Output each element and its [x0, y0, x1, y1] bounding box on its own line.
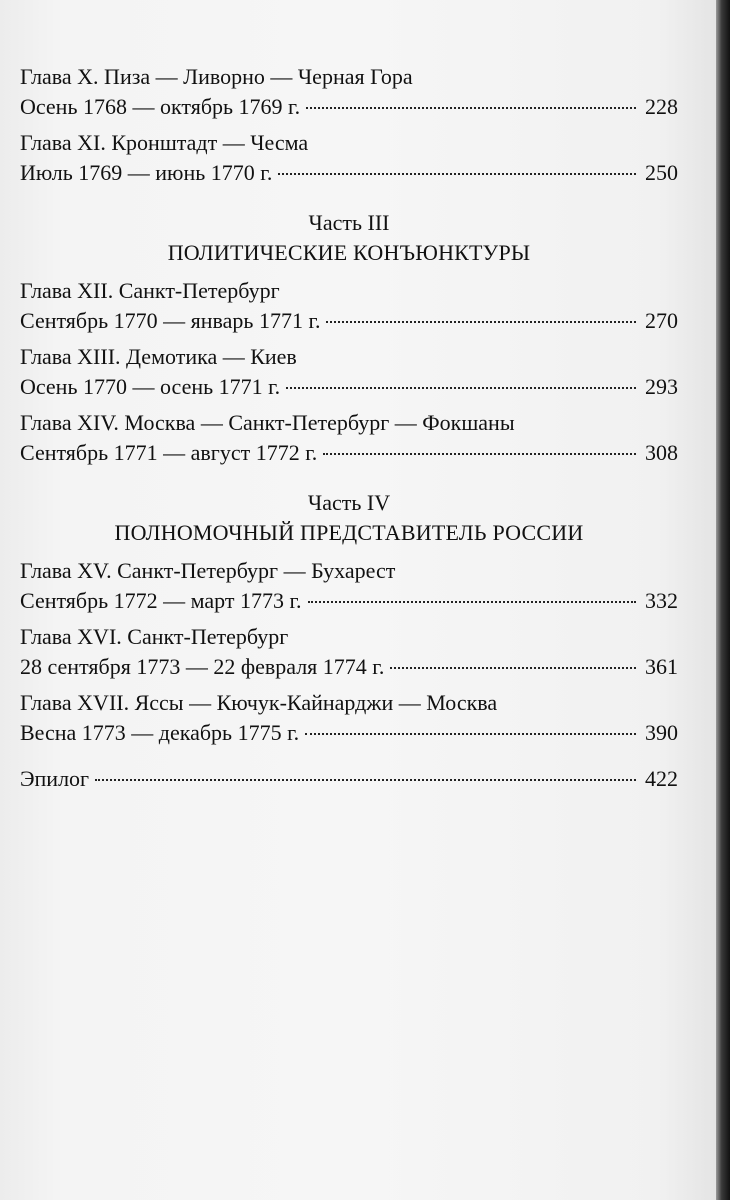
- chapter-dates: Июль 1769 — июнь 1770 г.: [20, 160, 273, 185]
- page-number: 361: [645, 654, 678, 679]
- toc-entry-chapter-15: [20, 556, 678, 616]
- chapter-title: Глава XIII. Демотика — Киев: [20, 344, 297, 369]
- dot-leader: [305, 733, 636, 735]
- chapter-dates: 28 сентября 1773 — 22 февраля 1774 г.: [20, 654, 385, 679]
- dot-leader: [286, 387, 636, 389]
- chapter-dates: Осень 1770 — осень 1771 г.: [20, 374, 281, 399]
- chapter-dates: Сентябрь 1770 — январь 1771 г.: [20, 308, 321, 333]
- chapter-title: Глава XIV. Москва — Санкт-Петербург — Фокшаны: [20, 410, 515, 435]
- dot-leader: [95, 779, 636, 781]
- toc-entry-chapter-16: [20, 622, 678, 682]
- toc-entry-chapter-13: [20, 342, 678, 402]
- chapter-dates-line: [20, 586, 678, 616]
- part-number: Часть III: [308, 210, 390, 235]
- dot-leader: [308, 601, 636, 603]
- chapter-dates: Сентябрь 1772 — март 1773 г.: [20, 588, 302, 613]
- epilogue-title: Эпилог: [20, 766, 90, 791]
- page-number: 293: [645, 374, 678, 399]
- page-number: 390: [645, 720, 678, 745]
- toc-entry-chapter-17: [20, 688, 678, 748]
- toc-entry-chapter-12: [20, 276, 678, 336]
- chapter-dates: Весна 1773 — декабрь 1775 г.: [20, 720, 300, 745]
- chapter-title: Глава X. Пиза — Ливорно — Черная Гора: [20, 64, 413, 89]
- chapter-dates-line: [20, 92, 678, 122]
- part-4-heading: [20, 488, 678, 548]
- chapter-dates-line: [20, 718, 678, 748]
- table-of-contents: [20, 62, 678, 800]
- chapter-dates: Осень 1768 — октябрь 1769 г.: [20, 94, 301, 119]
- chapter-title: Глава XII. Санкт-Петербург: [20, 278, 280, 303]
- toc-entry-epilogue: [20, 764, 678, 794]
- chapter-title: Глава XI. Кронштадт — Чесма: [20, 130, 309, 155]
- part-number: Часть IV: [307, 490, 391, 515]
- toc-entry-chapter-14: [20, 408, 678, 468]
- page-number: 270: [645, 308, 678, 333]
- page-number: 332: [645, 588, 678, 613]
- chapter-dates-line: [20, 652, 678, 682]
- page-number: 228: [645, 94, 678, 119]
- page-edge-shadow: [716, 0, 730, 1200]
- part-title: ПОЛИТИЧЕСКИЕ КОНЪЮНКТУРЫ: [167, 240, 531, 265]
- part-3-heading: [20, 208, 678, 268]
- chapter-title: Глава XVII. Яссы — Кючук-Кайнарджи — Москва: [20, 690, 498, 715]
- dot-leader: [278, 173, 636, 175]
- chapter-dates-line: [20, 438, 678, 468]
- dot-leader: [390, 667, 636, 669]
- dot-leader: [323, 453, 636, 455]
- chapter-dates-line: [20, 372, 678, 402]
- chapter-dates-line: [20, 158, 678, 188]
- chapter-title: Глава XV. Санкт-Петербург — Бухарест: [20, 558, 396, 583]
- spacer: [20, 754, 678, 764]
- dot-leader: [326, 321, 636, 323]
- page-number: 308: [645, 440, 678, 465]
- chapter-title: Глава XVI. Санкт-Петербург: [20, 624, 289, 649]
- toc-entry-chapter-11: [20, 128, 678, 188]
- part-title: ПОЛНОМОЧНЫЙ ПРЕДСТАВИТЕЛЬ РОССИИ: [114, 520, 584, 545]
- toc-entry-chapter-10: [20, 62, 678, 122]
- dot-leader: [306, 107, 636, 109]
- page-number: 250: [645, 160, 678, 185]
- page-number: 422: [645, 766, 678, 791]
- chapter-dates: Сентябрь 1771 — август 1772 г.: [20, 440, 318, 465]
- epilogue-line: [20, 764, 678, 794]
- chapter-dates-line: [20, 306, 678, 336]
